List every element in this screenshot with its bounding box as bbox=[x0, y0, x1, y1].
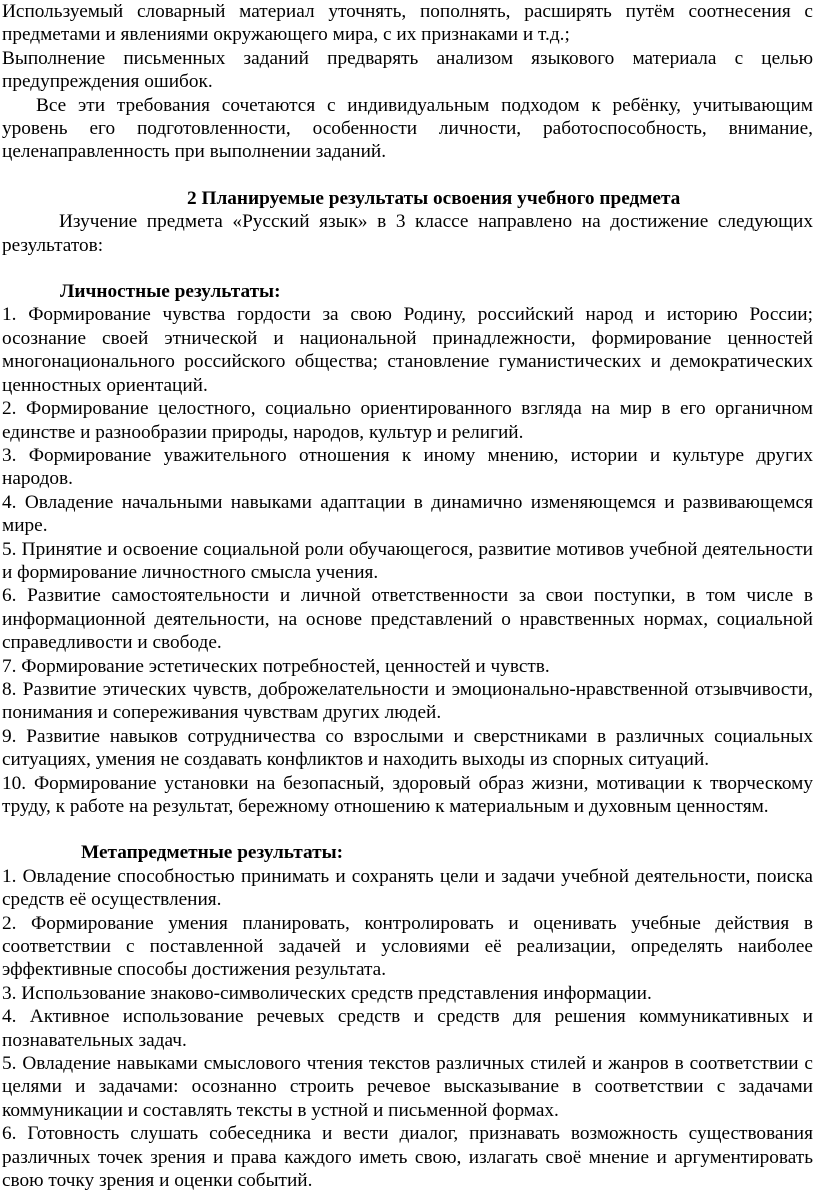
meta-results-heading: Метапредметные результаты: bbox=[81, 842, 344, 864]
personal-results-heading: Личностные результаты: bbox=[60, 281, 281, 303]
list-item: 6. Развитие самостоятельности и личной ответственности за свои поступки, в том числе в информационной деятельности, на основе представлений о нравственных нормах, социальной справедливости и свободе. bbox=[2, 585, 813, 654]
list-item: 3. Использование знаково-символических средств представления информации. bbox=[2, 982, 652, 1004]
section-lead: Изучение предмета «Русский язык» в 3 классе направлено на достижение следующих результатов: bbox=[2, 211, 813, 256]
list-item: 4. Активное использование речевых средств и средств для решения коммуникативных и познавательных задач. bbox=[2, 1006, 813, 1051]
spacer bbox=[2, 818, 813, 841]
list-item: 2. Формирование умения планировать, контролировать и оценивать учебные действия в соответствии с поставленной задачей и условиями её реализации, определять наиболее эффективные способы достижения результата. bbox=[2, 912, 813, 981]
personal-results-list bbox=[2, 303, 813, 818]
list-item: 10. Формирование установки на безопасный, здоровый образ жизни, мотивации к творческому труду, к работе на результат, бережному отношению к материальным и духовным ценностям. bbox=[2, 772, 813, 817]
intro-paragraph-3: Все эти требования сочетаются с индивидуальным подходом к ребёнку, учитывающим уровень его подготовленности, особенности личности, работоспособность, внимание, целенаправленность при выполнении заданий. bbox=[2, 94, 813, 163]
list-item: 5. Принятие и освоение социальной роли обучающегося, развитие мотивов учебной деятельности и формирование личностного смысла учения. bbox=[2, 538, 813, 583]
section-title: 2 Планируемые результаты освоения учебного предмета bbox=[187, 187, 681, 209]
list-item: 2. Формирование целостного, социально ориентированного взгляда на мир в его органичном единстве и разнообразии природы, народов, культур и религий. bbox=[2, 398, 813, 443]
meta-results-list bbox=[2, 865, 813, 1193]
list-item: 3. Формирование уважительного отношения к иному мнению, истории и культуре других народов. bbox=[2, 444, 813, 490]
list-item: 6. Готовность слушать собеседника и вести диалог, признавать возможность существования различных точек зрения и права каждого иметь свою, излагать своё мнение и аргументировать свою точку зрения и оценки событий. bbox=[2, 1123, 813, 1192]
list-item: 9. Развитие навыков сотрудничества со взрослыми и сверстниками в различных социальных ситуациях, умения не создавать конфликтов и находить выходы из спорных ситуаций. bbox=[2, 725, 813, 771]
list-item: 5. Овладение навыками смыслового чтения текстов различных стилей и жанров в соответствии с целями и задачами: осознанно строить речевое высказывание в соответствии с задачами коммуникации и составлять тексты в устной и письменной формах. bbox=[2, 1053, 813, 1121]
intro-paragraph-2: Выполнение письменных заданий предварять анализом языкового материала с целью предупреждения ошибок. bbox=[2, 47, 813, 93]
list-item: 1. Овладение способностью принимать и сохранять цели и задачи учебной деятельности, поиска средств её осуществления. bbox=[2, 865, 813, 911]
list-item: 8. Развитие этических чувств, доброжелательности и эмоционально-нравственной отзывчивости, понимания и сопереживания чувствам других людей. bbox=[2, 678, 813, 724]
intro-paragraph-1: Используемый словарный материал уточнять, пополнять, расширять путём соотнесения с предметами и явлениями окружающего мира, с их признаками и т.д.; bbox=[2, 1, 813, 46]
spacer bbox=[2, 257, 813, 280]
spacer bbox=[2, 164, 813, 187]
list-item: 7. Формирование эстетических потребностей, ценностей и чувств. bbox=[2, 655, 550, 677]
list-item: 1. Формирование чувства гордости за свою Родину, российский народ и историю России; осознание своей этнической и национальной принадлежности, формирование ценностей многонационального российского общества; становление гуманистических и демократических ценностных ориентаций. bbox=[2, 304, 813, 396]
list-item: 4. Овладение начальными навыками адаптации в динамично изменяющемся и развивающемся мире. bbox=[2, 491, 813, 537]
